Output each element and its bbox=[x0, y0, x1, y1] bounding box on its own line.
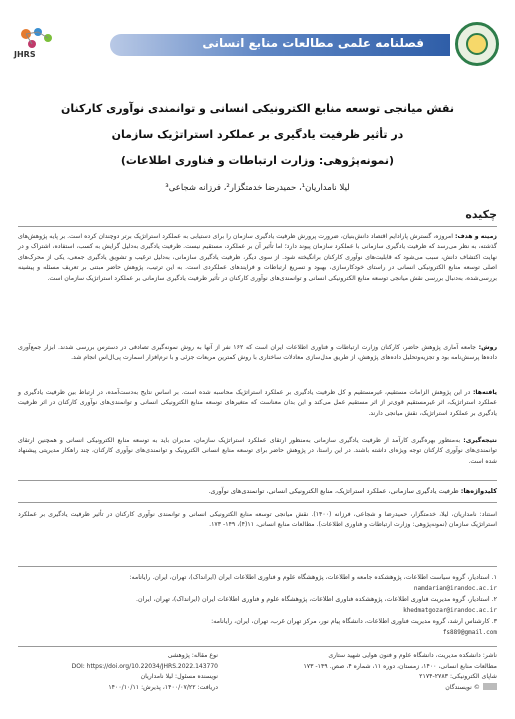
journal-title: فصلنامه علمی مطالعات منابع انسانی bbox=[202, 36, 424, 50]
footnote-2-email[interactable]: khedmatgozar@irandoc.ac.ir bbox=[403, 607, 497, 614]
keywords-label: کلیدواژه‌ها: bbox=[460, 487, 497, 495]
abstract-method bbox=[18, 343, 497, 364]
title-line-3: (نمونه‌پژوهی: وزارت ارتباطات و فناوری اطلاعات) bbox=[120, 154, 395, 167]
findings-text: در این پژوهش الزامات مستقیم، غیرمستقیم و کل ظرفیت یادگیری بر عملکرد استراتژیک محاسبه شده است. بر اساس نتایج به‌دست‌آمده، در ارتباط بین ظرفیت یادگیری و عملکرد استراتژیک، اثر غیرمستقیم قوی‌تر از اثر مستقیم عمل می‌کند و این بدان معناست که متغیرهای توسعه منابع الکترونیکی انسانی و توانمندی‌های نوآوری کارکنان در اثر ظرفیت یادگیری بر عملکرد استراتژیک، نقش میانجی دارند. bbox=[18, 389, 497, 417]
title-line-2: در تأثیر ظرفیت یادگیری بر عملکرد استراتژیک سازمان bbox=[111, 128, 404, 141]
journal-header bbox=[0, 0, 515, 80]
citation: استناد: نامداریان، لیلا، خدمتگزار، حمیدرضا و شجاعی، فرزانه (۱۴۰۰). نقش میانجی توسعه منابع الکترونیکی انسانی و توانمندی نوآوری کارکنان در تأثیر ظرفیت یادگیری بر عملکرد استراتژیک سازمان (نمونه‌پژوهی: وزارت ارتباطات و فناوری اطلاعات). مطالعات منابع انسانی، ۱۱(۴)، ۱۴۹- ۱۷۳. bbox=[18, 511, 497, 529]
divider bbox=[18, 566, 497, 567]
footnote-2: ۲. استادیار، گروه مدیریت فناوری اطلاعات، پژوهشکده فناوری اطلاعات، پژوهشگاه علوم و فناوری اطلاعات ایران (ایرانداک)، تهران، ایران. khedmatgozar@irandoc.ac.ir bbox=[18, 594, 497, 616]
divider bbox=[18, 480, 497, 481]
dates: دریافت: ۱۴۰۰/۰۷/۲۲، پذیرش: ۱۴۰۰/۱۰/۱۱ bbox=[108, 683, 218, 691]
publisher-info bbox=[227, 651, 497, 693]
footnote-3-email[interactable]: fs889@gmail.com bbox=[442, 629, 497, 636]
publication-info bbox=[18, 651, 497, 709]
publisher: ناشر: دانشکده مدیریت، دانشگاه علوم و فنون هوایی شهید ستاری bbox=[328, 652, 497, 659]
issn: شاپای الکترونیکی: ۲۷۸۳-۲۱۷۴ bbox=[419, 673, 497, 680]
keywords bbox=[18, 486, 497, 496]
footnote-1-email[interactable]: namdarian@irandoc.ac.ir bbox=[413, 585, 497, 592]
findings-label: یافته‌ها: bbox=[472, 389, 498, 396]
footnotes bbox=[18, 572, 497, 638]
divider bbox=[18, 502, 497, 503]
abstract-intro bbox=[18, 232, 497, 284]
copyright: © نویسندگان bbox=[227, 683, 497, 694]
intro-label: زمینه و هدف: bbox=[454, 233, 497, 240]
cc-license-icon bbox=[483, 683, 497, 690]
issue-info: مطالعات منابع انسانی، ۱۴۰۰، زمستان، دوره ۱۱، شماره ۴، صص. ۱۴۹- ۱۷۳ bbox=[303, 662, 497, 670]
jhrs-logo-icon bbox=[12, 24, 60, 68]
conclusion-text: به‌منظور بهره‌گیری کارآمد از ظرفیت یادگیری سازمانی به‌منظور ارتقای عملکرد استراتژیک سازمان، مدیران باید به توسعه منابع الکترونیکی انسانی و همچنین ارتقای توانمندی‌های نوآوری کارکنان توجه ویژه‌ای داشته باشند. در این راستا، در پژوهش حاضر برای توسعه منابع انسانی الکترونیک و توانمندی‌های نوآوری کارکنان، چند راهکار مدیریتی پیشنهاد شده است. bbox=[18, 437, 497, 465]
intro-text: امروزه، گسترش پارادایم اقتصاد دانش‌بنیان، ضرورت پرورش ظرفیت یادگیری سازمان را برای دستیابی به عملکرد استراتژیک برتر دوچندان کرده است. بر پایه پژوهش‌های گذشته، به نظر می‌رسد که ظرفیت یادگیری سازمانی با عملکرد سازمان پیوند دارد؛ اما تأثیر آن بر عملکرد، مستقیم نیست. ظرفیت یادگیری به‌دلیل گرایش به کسب، استفاده، اشتراک و در نهایت اکتشاف دانش، سبب می‌شود که قابلیت‌های نوآوری کارکنان برانگیخته شود. از سوی دیگر، ظرفیت یادگیری سازمانی، به‌دلیل ترغیب و تشویق یادگیری جمعی، یکی از محرک‌های اصلی توسعه منابع الکترونیکی انسانی در راستای خودکارسازی، بهبود و تسریع ارتباطات و فرایندهای عملکردی است. به این ترتیب، پژوهش حاضر مبتنی بر تعریف مسئله و پیشینه بررسی‌شده، به‌دنبال بررسی نقش میانجی توسعه منابع الکترونیکی انسانی و توانمندی‌های نوآوری کارکنان در تأثیر ظرفیت یادگیری سازمانی بر عملکرد استراتژیک سازمان است. bbox=[18, 233, 497, 282]
method-label: روش: bbox=[478, 344, 498, 351]
abstract-heading: چکیده bbox=[465, 208, 497, 221]
doi-link[interactable]: DOI: https://doi.org/10.22034/JHRS.2022.143770 bbox=[71, 662, 218, 670]
journal-logo-text: JHRS bbox=[14, 50, 36, 59]
keywords-text: ظرفیت یادگیری سازمانی، عملکرد استراتژیک، منابع الکترونیکی انسانی، توانمندی‌های نوآوری. bbox=[208, 487, 459, 495]
article-meta bbox=[18, 651, 218, 693]
abstract-conclusion bbox=[18, 436, 497, 467]
divider bbox=[18, 226, 497, 227]
footnote-1: ۱. استادیار، گروه سیاست اطلاعات، پژوهشکده جامعه و اطلاعات، پژوهشگاه علوم و فناوری اطلاعات ایران (ایرانداک)، تهران، ایران. رایانامه: namdarian@irandoc.ac.ir bbox=[18, 572, 497, 594]
university-emblem-icon bbox=[455, 22, 499, 66]
authors-line: لیلا نامداریان¹، حمیدرضا خدمتگزار²، فرزانه شجاعی³ bbox=[165, 183, 350, 193]
article-title bbox=[30, 96, 485, 174]
divider bbox=[18, 646, 497, 647]
article-type: نوع مقاله: پژوهشی bbox=[167, 652, 218, 659]
conclusion-label: نتیجه‌گیری: bbox=[463, 437, 497, 444]
corresponding-author: نویسنده مسئول: لیلا نامداریان bbox=[140, 673, 218, 680]
journal-banner bbox=[110, 34, 450, 56]
footnote-3: ۳. کارشناس ارشد، گروه مدیریت فناوری اطلاعات، دانشگاه پیام نور، مرکز تهران غرب، تهران، ایران، رایانامه: fs889@gmail.com bbox=[18, 616, 497, 638]
title-line-1: نقش میانجی توسعه منابع الکترونیکی انسانی و توانمندی نوآوری کارکنان bbox=[61, 102, 454, 115]
method-text: جامعه آماری پژوهش حاضر، کارکنان وزارت ارتباطات و فناوری اطلاعات ایران است که ۱۶۲ نفر از آنها به روش نمونه‌گیری تصادفی در دسترس بررسی شدند. ابزار جمع‌آوری داده‌ها پرسش‌نامه بود و تجزیه‌وتحلیل داده‌های پژوهش، از طریق مدل‌سازی معادلات ساختاری با روش کمترین مربعات جزئی و با نرم‌افزار اسمارت پی‌ال‌اس انجام شد. bbox=[18, 344, 497, 362]
abstract-findings bbox=[18, 388, 497, 419]
